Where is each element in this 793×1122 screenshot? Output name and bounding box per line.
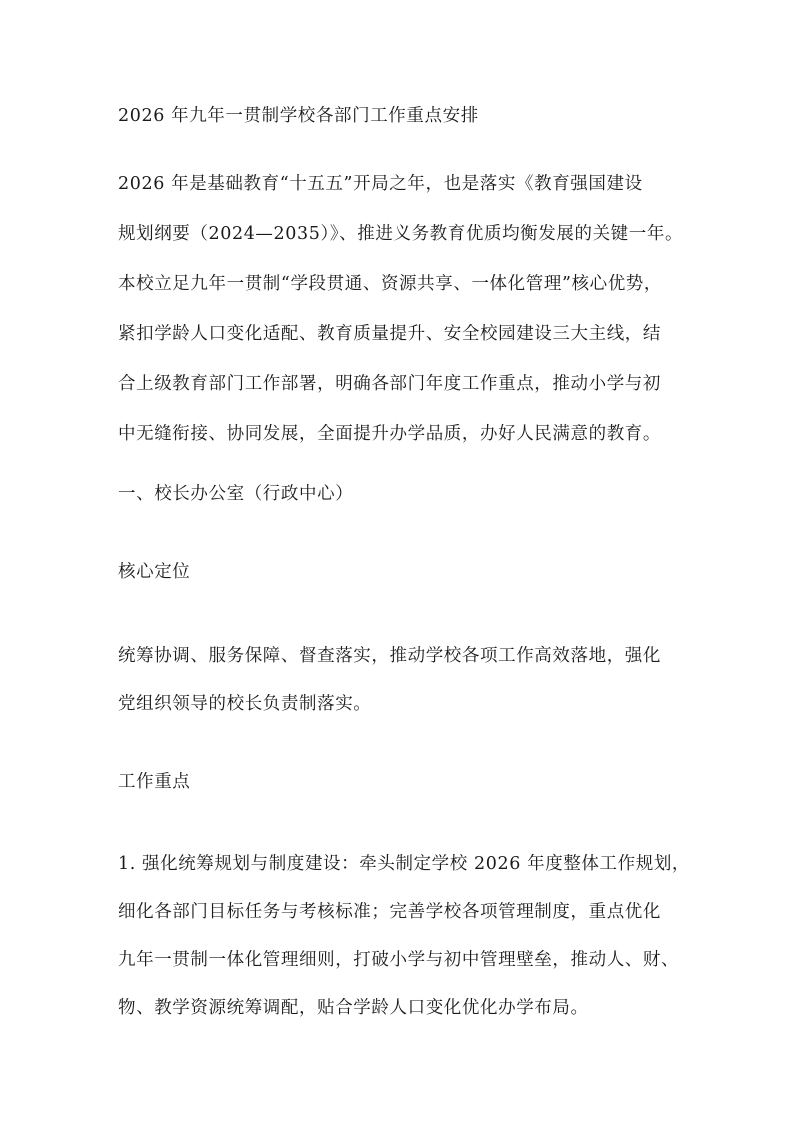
section-heading: 一、校长办公室（行政中心） [118, 484, 354, 504]
intro-paragraph-line: 规划纲要（2024—2035）》、推进义务教育优质均衡发展的关键一年。 [118, 224, 684, 244]
document-title: 2026 年九年一贯制学校各部门工作重点安排 [118, 106, 479, 126]
core-positioning-line: 统筹协调、服务保障、督查落实，推动学校各项工作高效落地，强化 [118, 646, 661, 666]
core-positioning-line: 党组织领导的校长负责制落实。 [118, 694, 372, 714]
intro-paragraph-line: 本校立足九年一贯制“学段贯通、资源共享、一体化管理”核心优势， [118, 274, 662, 294]
subheading-work-focus: 工作重点 [118, 772, 191, 792]
intro-paragraph-line: 合上级教育部门工作部署，明确各部门年度工作重点，推动小学与初 [118, 374, 661, 394]
work-focus-item-line: 物、教学资源统筹调配，贴合学龄人口变化优化办学布局。 [118, 998, 589, 1018]
work-focus-item-line: 细化各部门目标任务与考核标准；完善学校各项管理制度，重点优化 [118, 902, 661, 922]
intro-paragraph-line: 紧扣学龄人口变化适配、教育质量提升、安全校园建设三大主线，结 [118, 324, 661, 344]
subheading-core-positioning: 核心定位 [118, 562, 191, 582]
work-focus-item-line: 九年一贯制一体化管理细则，打破小学与初中管理壁垒，推动人、财、 [118, 950, 680, 970]
intro-paragraph-line: 2026 年是基础教育“十五五”开局之年，也是落实《教育强国建设 [118, 174, 643, 194]
intro-paragraph-line: 中无缝衔接、协同发展，全面提升办学品质，办好人民满意的教育。 [118, 424, 661, 444]
work-focus-item-line: 1. 强化统筹规划与制度建设：牵头制定学校 2026 年度整体工作规划， [118, 854, 691, 874]
